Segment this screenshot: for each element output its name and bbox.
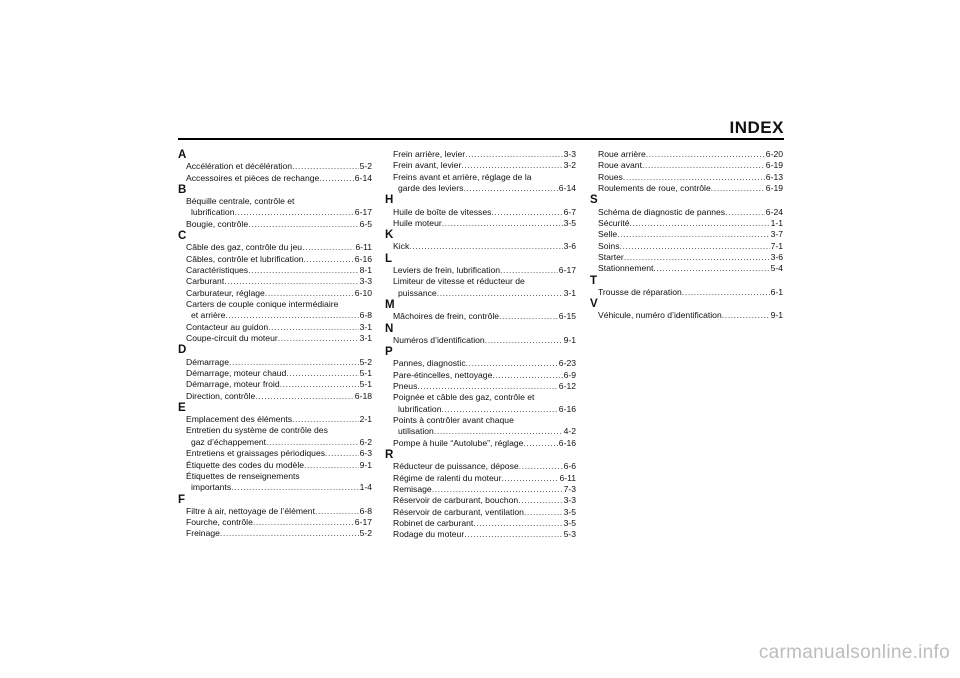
entry-text: Trousse de réparation xyxy=(598,286,682,297)
index-entry xyxy=(178,391,372,402)
entry-text: Coupe-circuit du moteur xyxy=(186,333,278,344)
entry-text: Frein arrière, levier xyxy=(393,149,466,159)
index-entry xyxy=(178,437,372,448)
page-number: 9-1 xyxy=(770,310,783,321)
index-entry xyxy=(178,288,372,299)
entry-text: Pannes, diagnostic xyxy=(393,358,466,369)
index-entry xyxy=(590,241,783,252)
page-number: 5-2 xyxy=(359,161,372,172)
index-entry xyxy=(178,482,372,493)
section-letter: P xyxy=(385,346,394,359)
page-number: 6-24 xyxy=(765,206,783,217)
entry-text: Fourche, contrôle xyxy=(186,517,253,528)
entry-text: Pare-étincelles, nettoyage xyxy=(393,369,493,380)
index-entry xyxy=(385,241,576,252)
index-entry xyxy=(178,357,372,368)
entry-text: Démarrage xyxy=(186,356,229,367)
index-entry xyxy=(590,218,783,229)
entry-text: Accessoires et pièces de rechange xyxy=(186,172,320,183)
dot-leader xyxy=(266,437,359,448)
dot-leader xyxy=(464,529,562,540)
section-letter: M xyxy=(385,299,396,311)
index-entry xyxy=(590,229,783,240)
dot-leader xyxy=(722,310,770,321)
page-number: 3-6 xyxy=(770,251,783,262)
entry-text: Réservoir de carburant, bouchon xyxy=(393,495,519,506)
dot-leader xyxy=(473,518,562,529)
section-letter: N xyxy=(385,322,394,335)
page-number: 6-17 xyxy=(354,517,372,528)
page-number: 3-2 xyxy=(563,160,576,171)
index-entry xyxy=(385,370,576,381)
dot-leader xyxy=(255,391,354,402)
page-number: 3-3 xyxy=(359,276,372,287)
page-number: 3-7 xyxy=(770,229,783,240)
index-entry xyxy=(178,448,372,459)
entry-text: Caractéristiques xyxy=(186,264,249,275)
entry-text: Huile moteur xyxy=(393,217,442,228)
index-entry xyxy=(178,276,372,287)
dot-leader xyxy=(278,333,359,344)
index-entry xyxy=(385,207,576,218)
entry-text: Numéros d’identification xyxy=(393,334,485,345)
index-entry xyxy=(385,311,576,322)
watermark: carmanualsonline.info xyxy=(758,642,950,663)
index-entry-line: Points à contrôler avant chaque xyxy=(393,414,514,425)
dot-leader xyxy=(265,288,354,299)
entry-text: Contacteur au guidon xyxy=(186,321,269,332)
index-entry xyxy=(178,333,372,344)
entry-text: Remisage xyxy=(393,483,432,494)
dot-leader xyxy=(319,173,354,184)
entry-text: Emplacement des éléments xyxy=(186,414,293,425)
entry-text: Kick xyxy=(393,241,410,252)
entry-text: garde des leviers xyxy=(398,183,464,194)
index-entry-line: Béquille centrale, contrôle et xyxy=(186,196,295,207)
index-column-1 xyxy=(178,149,372,540)
dot-leader xyxy=(682,287,770,298)
page-number: 9-1 xyxy=(563,334,576,345)
page-number: 4-2 xyxy=(563,426,576,437)
page-number: 6-1 xyxy=(770,286,783,297)
index-entry-line: Entretien du système de contrôle des xyxy=(186,425,328,436)
index-entry xyxy=(385,473,576,484)
index-entry xyxy=(385,149,576,160)
section-letter: T xyxy=(590,274,598,287)
page-number: 3-6 xyxy=(563,241,576,252)
page-number: 6-5 xyxy=(359,218,372,229)
page-number: 6-11 xyxy=(355,242,372,253)
page-number: 6-17 xyxy=(354,207,372,218)
page-number: 1-4 xyxy=(359,482,372,493)
page-number: 2-1 xyxy=(359,414,372,425)
title-rule xyxy=(178,138,784,140)
dot-leader xyxy=(302,242,354,253)
page-number: 9-1 xyxy=(359,459,372,470)
page-number: 7-3 xyxy=(563,483,576,494)
entry-text: Leviers de frein, lubrification xyxy=(393,264,500,275)
page-number: 6-14 xyxy=(354,172,372,183)
page-number: 6-16 xyxy=(558,437,576,448)
index-entry xyxy=(590,263,783,274)
entry-text: Huile de boîte de vitesses xyxy=(393,206,492,217)
index-entry xyxy=(178,517,372,528)
dot-leader xyxy=(417,381,557,392)
page-number: 3-1 xyxy=(359,321,372,332)
dot-leader xyxy=(491,207,562,218)
dot-leader xyxy=(620,241,770,252)
dot-leader xyxy=(231,482,358,493)
dot-leader xyxy=(466,358,558,369)
index-entry-line: Étiquettes de renseignements xyxy=(186,470,300,481)
page-number: 6-23 xyxy=(558,358,576,369)
entry-text: Roulements de roue, contrôle xyxy=(598,183,711,194)
entry-text: Freinage xyxy=(186,528,220,539)
dot-leader xyxy=(524,507,563,518)
page-number: 5-2 xyxy=(359,356,372,367)
dot-leader xyxy=(434,426,563,437)
entry-text: Soins xyxy=(598,240,620,251)
index-entry xyxy=(178,310,372,321)
dot-leader xyxy=(630,218,770,229)
page-number: 6-13 xyxy=(765,171,783,182)
index-column-3 xyxy=(590,149,783,322)
page-number: 6-12 xyxy=(558,380,576,391)
page-number: 6-3 xyxy=(359,448,372,459)
index-entry xyxy=(178,506,372,517)
dot-leader xyxy=(325,448,359,459)
section-letter: L xyxy=(385,252,393,265)
index-entry xyxy=(385,183,576,194)
section-letter: R xyxy=(385,449,394,461)
dot-leader xyxy=(248,219,358,230)
entry-text: Câbles, contrôle et lubrification xyxy=(186,253,304,264)
entry-text: utilisation xyxy=(398,426,434,437)
index-entry xyxy=(385,265,576,276)
index-entry xyxy=(178,322,372,333)
index-entry xyxy=(385,529,576,540)
index-entry xyxy=(385,381,576,392)
entry-text: Bougie, contrôle xyxy=(186,218,249,229)
entry-text: importants xyxy=(191,482,232,493)
index-entry xyxy=(385,160,576,171)
index-entry xyxy=(178,265,372,276)
page-number: 5-2 xyxy=(359,528,372,539)
dot-leader xyxy=(442,218,563,229)
index-entry xyxy=(178,368,372,379)
dot-leader xyxy=(501,473,558,484)
index-entry xyxy=(385,358,576,369)
dot-leader xyxy=(292,161,359,172)
entry-text: Selle xyxy=(598,229,618,240)
page-number: 5-4 xyxy=(770,263,783,274)
dot-leader xyxy=(711,183,765,194)
index-entry xyxy=(590,287,783,298)
section-letter: B xyxy=(178,183,187,196)
dot-leader xyxy=(292,414,359,425)
page-number: 6-15 xyxy=(558,311,576,322)
entry-text: Frein avant, levier xyxy=(393,160,462,171)
section-letter: K xyxy=(385,229,394,242)
page-number: 6-11 xyxy=(559,472,576,483)
dot-leader xyxy=(268,322,358,333)
page-number: 3-5 xyxy=(563,517,576,528)
dot-leader xyxy=(248,265,358,276)
entry-text: Démarrage, moteur chaud xyxy=(186,367,287,378)
entry-text: Sécurité xyxy=(598,217,630,228)
page-number: 3-3 xyxy=(563,495,576,506)
entry-text: Pneus xyxy=(393,380,418,391)
entry-text: Direction, contrôle xyxy=(186,390,256,401)
dot-leader xyxy=(519,461,563,472)
dot-leader xyxy=(409,241,562,252)
page-number: 6-8 xyxy=(359,310,372,321)
page-title: INDEX xyxy=(729,118,784,137)
page-number: 8-1 xyxy=(359,264,372,275)
dot-leader xyxy=(286,368,358,379)
index-entry xyxy=(385,518,576,529)
entry-text: Entretiens et graissages périodiques xyxy=(186,448,326,459)
entry-text: Starter xyxy=(598,251,624,262)
index-entry xyxy=(385,484,576,495)
entry-text: Réducteur de puissance, dépose xyxy=(393,461,519,472)
index-entry xyxy=(178,379,372,390)
index-entry xyxy=(385,404,576,415)
entry-text: Pompe à huile “Autolube”, réglage xyxy=(393,437,524,448)
index-entry xyxy=(590,252,783,263)
index-entry xyxy=(385,335,576,346)
dot-leader xyxy=(642,160,765,171)
index-entry xyxy=(385,495,576,506)
entry-text: Rodage du moteur xyxy=(393,529,465,540)
page-number: 6-18 xyxy=(354,390,372,401)
section-letter: F xyxy=(178,493,186,506)
index-entry xyxy=(178,173,372,184)
index-entry xyxy=(178,161,372,172)
page-number: 3-5 xyxy=(563,506,576,517)
dot-leader xyxy=(463,183,557,194)
entry-text: puissance xyxy=(398,287,437,298)
page-number: 6-7 xyxy=(563,206,576,217)
page-number: 6-17 xyxy=(558,264,576,275)
dot-leader xyxy=(441,404,557,415)
page-number: 3-5 xyxy=(563,217,576,228)
dot-leader xyxy=(304,460,359,471)
dot-leader xyxy=(500,265,558,276)
page-number: 6-2 xyxy=(359,436,372,447)
page-number: 3-1 xyxy=(563,287,576,298)
index-entry xyxy=(385,507,576,518)
section-letter: H xyxy=(385,194,394,207)
dot-leader xyxy=(437,288,563,299)
page-number: 6-16 xyxy=(558,403,576,414)
dot-leader xyxy=(653,263,769,274)
dot-leader xyxy=(624,252,770,263)
index-entry-line: Carters de couple conique intermédiaire xyxy=(186,299,339,309)
section-letter: S xyxy=(590,194,599,207)
dot-leader xyxy=(725,207,765,218)
index-entry xyxy=(178,242,372,253)
index-entry xyxy=(178,460,372,471)
entry-text: Carburant xyxy=(186,276,225,287)
index-entry xyxy=(178,207,372,218)
entry-text: Accélération et décélération xyxy=(186,161,293,172)
dot-leader xyxy=(234,207,353,218)
page-number: 1-1 xyxy=(770,217,783,228)
index-entry xyxy=(178,219,372,230)
entry-text: Schéma de diagnostic de pannes xyxy=(598,206,726,217)
index-entry xyxy=(178,254,372,265)
index-entry xyxy=(385,218,576,229)
entry-text: Démarrage, moteur froid xyxy=(186,379,280,390)
index-entry xyxy=(590,160,783,171)
dot-leader xyxy=(220,528,359,539)
entry-text: Véhicule, numéro d’identification xyxy=(598,310,722,321)
index-entry xyxy=(385,461,576,472)
section-letter: V xyxy=(590,298,599,311)
page-number: 3-3 xyxy=(563,149,576,159)
dot-leader xyxy=(499,311,558,322)
page-number: 7-1 xyxy=(770,240,783,251)
index-entry xyxy=(385,426,576,437)
dot-leader xyxy=(225,310,358,321)
index-entry xyxy=(590,183,783,194)
dot-leader xyxy=(523,438,557,449)
entry-text: lubrification xyxy=(191,207,235,218)
index-entry xyxy=(590,149,783,160)
dot-leader xyxy=(304,254,354,265)
dot-leader xyxy=(646,149,765,160)
entry-text: Carburateur, réglage xyxy=(186,287,265,298)
section-letter: D xyxy=(178,344,187,357)
entry-text: Roue arrière xyxy=(598,149,646,159)
dot-leader xyxy=(315,506,359,517)
page-number: 6-19 xyxy=(765,183,783,194)
index-entry xyxy=(590,207,783,218)
dot-leader xyxy=(465,149,562,160)
index-column-2 xyxy=(385,149,576,541)
dot-leader xyxy=(492,370,562,381)
index-entry xyxy=(385,438,576,449)
dot-leader xyxy=(432,484,563,495)
entry-text: et arrière xyxy=(191,310,226,321)
section-letter: E xyxy=(178,401,187,414)
section-letter: C xyxy=(178,230,187,243)
entry-text: Roue avant xyxy=(598,160,642,171)
dot-leader xyxy=(623,172,765,183)
entry-text: Étiquette des codes du modèle xyxy=(186,459,305,470)
page-number: 6-16 xyxy=(354,253,372,264)
entry-text: Roues xyxy=(598,171,623,182)
index-entry xyxy=(590,310,783,321)
page-number: 5-1 xyxy=(359,379,372,390)
dot-leader xyxy=(229,357,359,368)
entry-text: gaz d’échappement xyxy=(191,436,267,447)
entry-text: Réservoir de carburant, ventilation xyxy=(393,506,524,517)
entry-text: Mâchoires de frein, contrôle xyxy=(393,311,500,322)
index-entry-line: Poignée et câble des gaz, contrôle et xyxy=(393,392,535,403)
dot-leader xyxy=(518,495,562,506)
index-entry-line: Freins avant et arrière, réglage de la xyxy=(393,171,532,182)
page-number: 5-1 xyxy=(359,367,372,378)
page-number: 6-6 xyxy=(563,461,576,472)
dot-leader xyxy=(224,276,358,287)
page-number: 6-14 xyxy=(558,183,576,194)
dot-leader xyxy=(280,379,359,390)
entry-text: lubrification xyxy=(398,403,442,414)
page-number: 3-1 xyxy=(359,333,372,344)
page-number: 6-9 xyxy=(563,369,576,380)
index-entry-line: Limiteur de vitesse et réducteur de xyxy=(393,276,525,287)
entry-text: Stationnement xyxy=(598,263,654,274)
index-entry xyxy=(178,528,372,539)
entry-text: Robinet de carburant xyxy=(393,517,474,528)
entry-text: Filtre à air, nettoyage de l’élément xyxy=(186,505,315,516)
dot-leader xyxy=(485,335,563,346)
index-entry xyxy=(385,288,576,299)
page-number: 6-19 xyxy=(765,160,783,171)
dot-leader xyxy=(253,517,354,528)
index-entry xyxy=(590,172,783,183)
entry-text: Câble des gaz, contrôle du jeu xyxy=(186,242,303,253)
dot-leader xyxy=(461,160,562,171)
page-number: 5-3 xyxy=(563,529,576,540)
index-entry xyxy=(178,414,372,425)
entry-text: Régime de ralenti du moteur xyxy=(393,472,502,483)
page-number: 6-10 xyxy=(354,287,372,298)
section-letter: A xyxy=(178,149,187,161)
dot-leader xyxy=(617,229,769,240)
page-number: 6-20 xyxy=(765,149,783,159)
page-number: 6-8 xyxy=(359,505,372,516)
